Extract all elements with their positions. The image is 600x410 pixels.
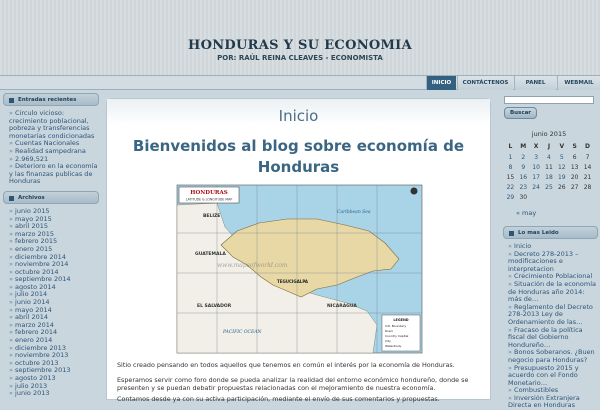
calendar-day-header: J	[547, 143, 551, 150]
map-label-belize: BELIZE	[203, 214, 221, 219]
calendar-day	[555, 192, 568, 202]
calendar-day[interactable]: 29	[506, 193, 515, 201]
recent-post-link[interactable]: » 2.969,521	[9, 156, 99, 164]
archive-link[interactable]: » mayo 2014	[9, 307, 99, 315]
calendar-day-header: M	[520, 143, 527, 150]
legend-item: Road	[385, 329, 393, 333]
calendar-day[interactable]: 5	[559, 153, 564, 161]
most-read-title: Lo mas Leido	[503, 226, 598, 239]
search-button[interactable]: Buscar	[504, 107, 537, 119]
intro-paragraph: Sitio creado pensando en todos aquellos que tenemos en común el interés por la economía de Honduras.	[117, 361, 455, 369]
map-label-caribbean: Caribbean Sea	[337, 210, 371, 215]
site-title[interactable]: HONDURAS Y SU ECONOMIA	[188, 38, 412, 53]
calendar-day[interactable]: 1	[508, 153, 513, 161]
archive-link[interactable]: » mayo 2015	[9, 216, 99, 224]
archive-link[interactable]: » abril 2015	[9, 223, 99, 231]
archive-link[interactable]: » enero 2015	[9, 246, 99, 254]
calendar-caption: junio 2015	[531, 130, 567, 138]
map-watermark: www.mapsofworld.com	[217, 262, 288, 269]
calendar-day: 7	[585, 153, 590, 161]
recent-post-link[interactable]: » Realidad sampedrana	[9, 148, 99, 156]
map-logo-icon	[411, 188, 418, 195]
archive-link[interactable]: » junio 2013	[9, 390, 99, 398]
calendar-day[interactable]: 2	[521, 153, 526, 161]
legend-item: Waterbody	[385, 344, 402, 348]
archive-link[interactable]: » septiembre 2013	[9, 367, 99, 375]
most-read-list	[508, 243, 598, 410]
map-label-tegucigalpa: TEGUCIGALPA	[277, 279, 309, 284]
honduras-map	[177, 185, 422, 353]
archive-link[interactable]: » julio 2013	[9, 383, 99, 391]
main-content	[106, 98, 491, 403]
calendar-day: 30	[519, 193, 528, 201]
nav-bar	[0, 76, 600, 90]
most-read-link[interactable]: » Presupuesto 2015 y acuerdo con el Fondo Monetario…	[508, 365, 598, 388]
recent-posts-list	[3, 106, 99, 186]
archive-link[interactable]: » agosto 2013	[9, 375, 99, 383]
most-read-link[interactable]: » Inversión Extranjera Directa en Honduras	[508, 395, 598, 410]
left-sidebar	[3, 93, 99, 403]
intro-paragraph: Contamos desde ya con su activa participación, mediante el envío de sus comentarios y propuestas.	[117, 395, 440, 403]
page-title: Inicio	[278, 107, 319, 125]
archives-title: Archivos	[3, 191, 99, 204]
most-read-link[interactable]: » Fracaso de la política fiscal del Gobierno Hondureño…	[508, 327, 598, 350]
recent-post-link[interactable]: » Circulo vicioso: crecimiento poblacional, pobreza y transferencias monetarias condicionadas	[9, 110, 99, 140]
archive-link[interactable]: » marzo 2014	[9, 322, 99, 330]
archive-link[interactable]: » noviembre 2013	[9, 352, 99, 360]
most-read-link[interactable]: » Decreto 278-2013 – modificaciones e interpretacion	[508, 251, 598, 274]
welcome-heading: Bienvenidos al blog sobre economía de Honduras	[132, 137, 465, 176]
most-read-link[interactable]: » Bonos Soberanos. ¿Buen negocio para Honduras?	[508, 349, 598, 364]
recent-posts-title: Entradas recientes	[3, 93, 99, 106]
calendar-day-header: V	[559, 143, 565, 150]
calendar-body	[504, 152, 594, 202]
calendar-day: 14	[583, 163, 592, 171]
archive-link[interactable]: » agosto 2014	[9, 284, 99, 292]
archive-link[interactable]: » diciembre 2013	[9, 345, 99, 353]
archive-link[interactable]: » junio 2015	[9, 208, 99, 216]
calendar-day[interactable]: 22	[506, 183, 515, 191]
calendar-day	[581, 192, 594, 202]
calendar-day[interactable]: 19	[557, 173, 566, 181]
archive-link[interactable]: » diciembre 2014	[9, 254, 99, 262]
legend-item: City	[385, 339, 391, 343]
nav-tab-webmail[interactable]: WEBMAIL	[557, 76, 600, 90]
archive-link[interactable]: » marzo 2015	[9, 231, 99, 239]
calendar-day[interactable]: 10	[532, 163, 540, 171]
archive-link[interactable]: » octubre 2014	[9, 269, 99, 277]
calendar-day[interactable]: 25	[545, 183, 553, 191]
most-read-link[interactable]: » Reglamento del Decreto 278-2013 Ley de Ordenamiento de las…	[508, 304, 598, 327]
calendar-day[interactable]: 12	[557, 163, 566, 171]
archives-list	[3, 204, 99, 398]
legend-item: Country Capital	[385, 334, 409, 338]
map-label-pacific: PACIFIC OCEAN	[223, 330, 262, 335]
calendar-day[interactable]: 24	[532, 183, 540, 191]
most-read-link[interactable]: » Inicio	[508, 243, 598, 251]
archive-link[interactable]: » febrero 2014	[9, 329, 99, 337]
calendar-day	[543, 192, 556, 202]
nav-tab-contactenos[interactable]: CONTÁCTENOS	[457, 76, 513, 90]
calendar-day: 6	[572, 153, 577, 161]
calendar-day: 20	[570, 173, 579, 181]
calendar-day[interactable]: 9	[521, 163, 526, 171]
legend-item: Intl. Boundary	[385, 324, 407, 328]
calendar-day[interactable]: 23	[519, 183, 528, 191]
calendar-day-header: D	[585, 143, 591, 150]
most-read-link[interactable]: » Situación de la economía de Honduras año 2014: más de…	[508, 281, 598, 304]
nav-tab-inicio[interactable]: INICIO	[426, 76, 456, 90]
calendar-day[interactable]: 16	[519, 173, 528, 181]
calendar-day	[568, 192, 581, 202]
calendar-day: 28	[583, 183, 592, 191]
map-title: HONDURAS	[190, 190, 228, 196]
map-subtitle: LATITUDE & LONGITUDE MAP	[185, 197, 233, 202]
map-label-guatemala: GUATEMALA	[195, 252, 226, 257]
recent-post-link[interactable]: » Cuentas Nacionales	[9, 140, 99, 148]
archive-link[interactable]: » septiembre 2014	[9, 276, 99, 284]
calendar-day[interactable]: 17	[532, 173, 540, 181]
calendar-day-header: L	[508, 143, 513, 150]
calendar-day-header: S	[572, 143, 577, 150]
archive-link[interactable]: » enero 2014	[9, 337, 99, 345]
calendar-day: 26	[557, 183, 566, 191]
most-read-link[interactable]: » Combustibles	[508, 387, 598, 395]
calendar-day	[530, 192, 543, 202]
archive-link[interactable]: » julio 2014	[9, 291, 99, 299]
map-label-el-salvador: EL SALVADOR	[197, 304, 232, 309]
intro-paragraph: Esperamos servir como foro donde se pueda analizar la realidad del entorno económico hondureño, donde se presenten y se puedan debatir propuestas relacionadas con el mejoramiento de nuestra economía.	[117, 376, 469, 392]
recent-post-link[interactable]: » Deterioro en la economía y las finanzas publicas de Honduras	[9, 163, 99, 186]
nav-tab-panel[interactable]: PANEL	[514, 76, 556, 90]
calendar-week	[504, 182, 594, 192]
archive-link[interactable]: » noviembre 2014	[9, 261, 99, 269]
calendar-day: 21	[583, 173, 592, 181]
calendar-week	[504, 192, 594, 202]
calendar-week	[504, 172, 594, 182]
map-label-nicaragua: NICARAGUA	[327, 304, 357, 309]
calendar-day[interactable]: 8	[508, 163, 513, 171]
calendar-prev-month-link[interactable]: « may	[516, 209, 537, 217]
site-description: POR: RAÚL REINA CLEAVES - ECONOMISTA	[217, 54, 383, 62]
calendar-day[interactable]: 3	[534, 153, 539, 161]
calendar	[504, 130, 594, 202]
most-read-link[interactable]: » Crecimiento Poblacional	[508, 273, 598, 281]
archive-link[interactable]: » febrero 2015	[9, 238, 99, 246]
site-header	[0, 0, 600, 76]
calendar-day: 13	[570, 163, 579, 171]
calendar-day[interactable]: 18	[545, 173, 553, 181]
legend-title: LEGEND	[393, 318, 409, 322]
calendar-day: 11	[545, 163, 553, 171]
calendar-day-header: X	[533, 143, 539, 150]
calendar-day: 15	[506, 173, 515, 181]
search-input[interactable]	[504, 96, 594, 104]
archive-link[interactable]: » junio 2014	[9, 299, 99, 307]
calendar-day: 27	[570, 183, 579, 191]
archive-link[interactable]: » octubre 2013	[9, 360, 99, 368]
calendar-week	[504, 162, 594, 172]
archive-link[interactable]: » abril 2014	[9, 314, 99, 322]
calendar-day[interactable]: 4	[547, 153, 551, 161]
calendar-week	[504, 152, 594, 162]
